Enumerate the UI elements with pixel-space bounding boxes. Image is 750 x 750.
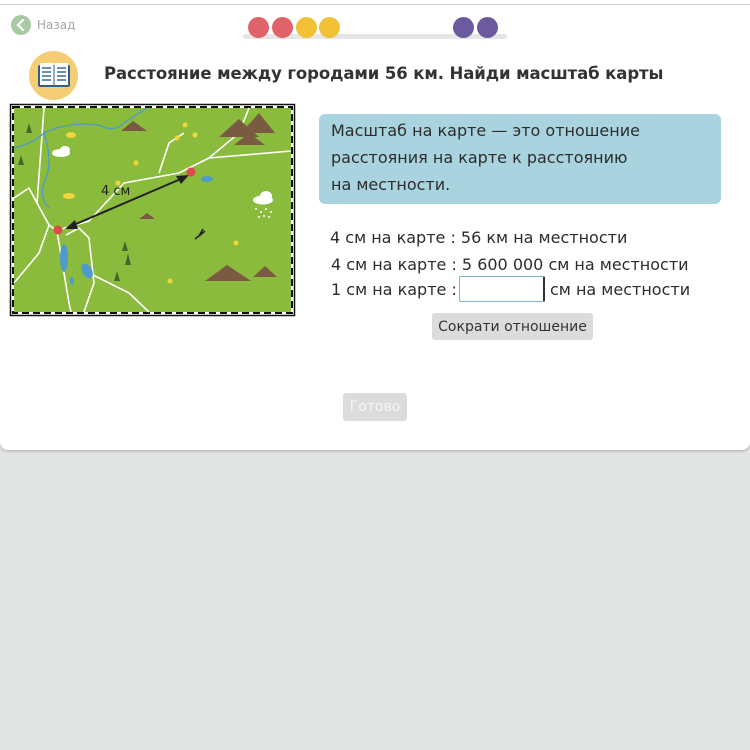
back-label: Назад	[37, 18, 76, 32]
map-illustration	[9, 103, 296, 317]
chevron-left-icon	[11, 15, 31, 35]
done-button[interactable]: Готово	[343, 393, 407, 421]
top-divider	[0, 4, 750, 5]
book-icon	[29, 51, 78, 100]
back-button[interactable]	[11, 15, 75, 35]
info-box	[319, 114, 721, 204]
answer-input[interactable]	[459, 276, 545, 302]
info-line: Масштаб на карте — это отношение	[331, 121, 640, 140]
task-title: Расстояние между городами 56 км. Найди масштаб карты	[104, 64, 664, 83]
info-line: на местности.	[331, 175, 451, 194]
progress-dot	[296, 17, 317, 38]
info-line: расстояния на карте к расстоянию	[331, 148, 628, 167]
progress-dot	[477, 17, 498, 38]
ratio-step-3-prefix: 1 см на карте :	[331, 280, 457, 299]
progress-dot	[272, 17, 293, 38]
progress-dot	[453, 17, 474, 38]
ratio-step-1: 4 см на карте : 56 км на местности	[330, 228, 628, 247]
map-distance-label: 4 см	[101, 184, 131, 199]
ratio-step-3-suffix: см на местности	[550, 280, 691, 299]
reduce-ratio-button[interactable]: Сократи отношение	[432, 313, 593, 340]
progress-dot	[319, 17, 340, 38]
progress-dot	[248, 17, 269, 38]
ratio-step-2: 4 см на карте : 5 600 000 см на местности	[331, 255, 689, 274]
